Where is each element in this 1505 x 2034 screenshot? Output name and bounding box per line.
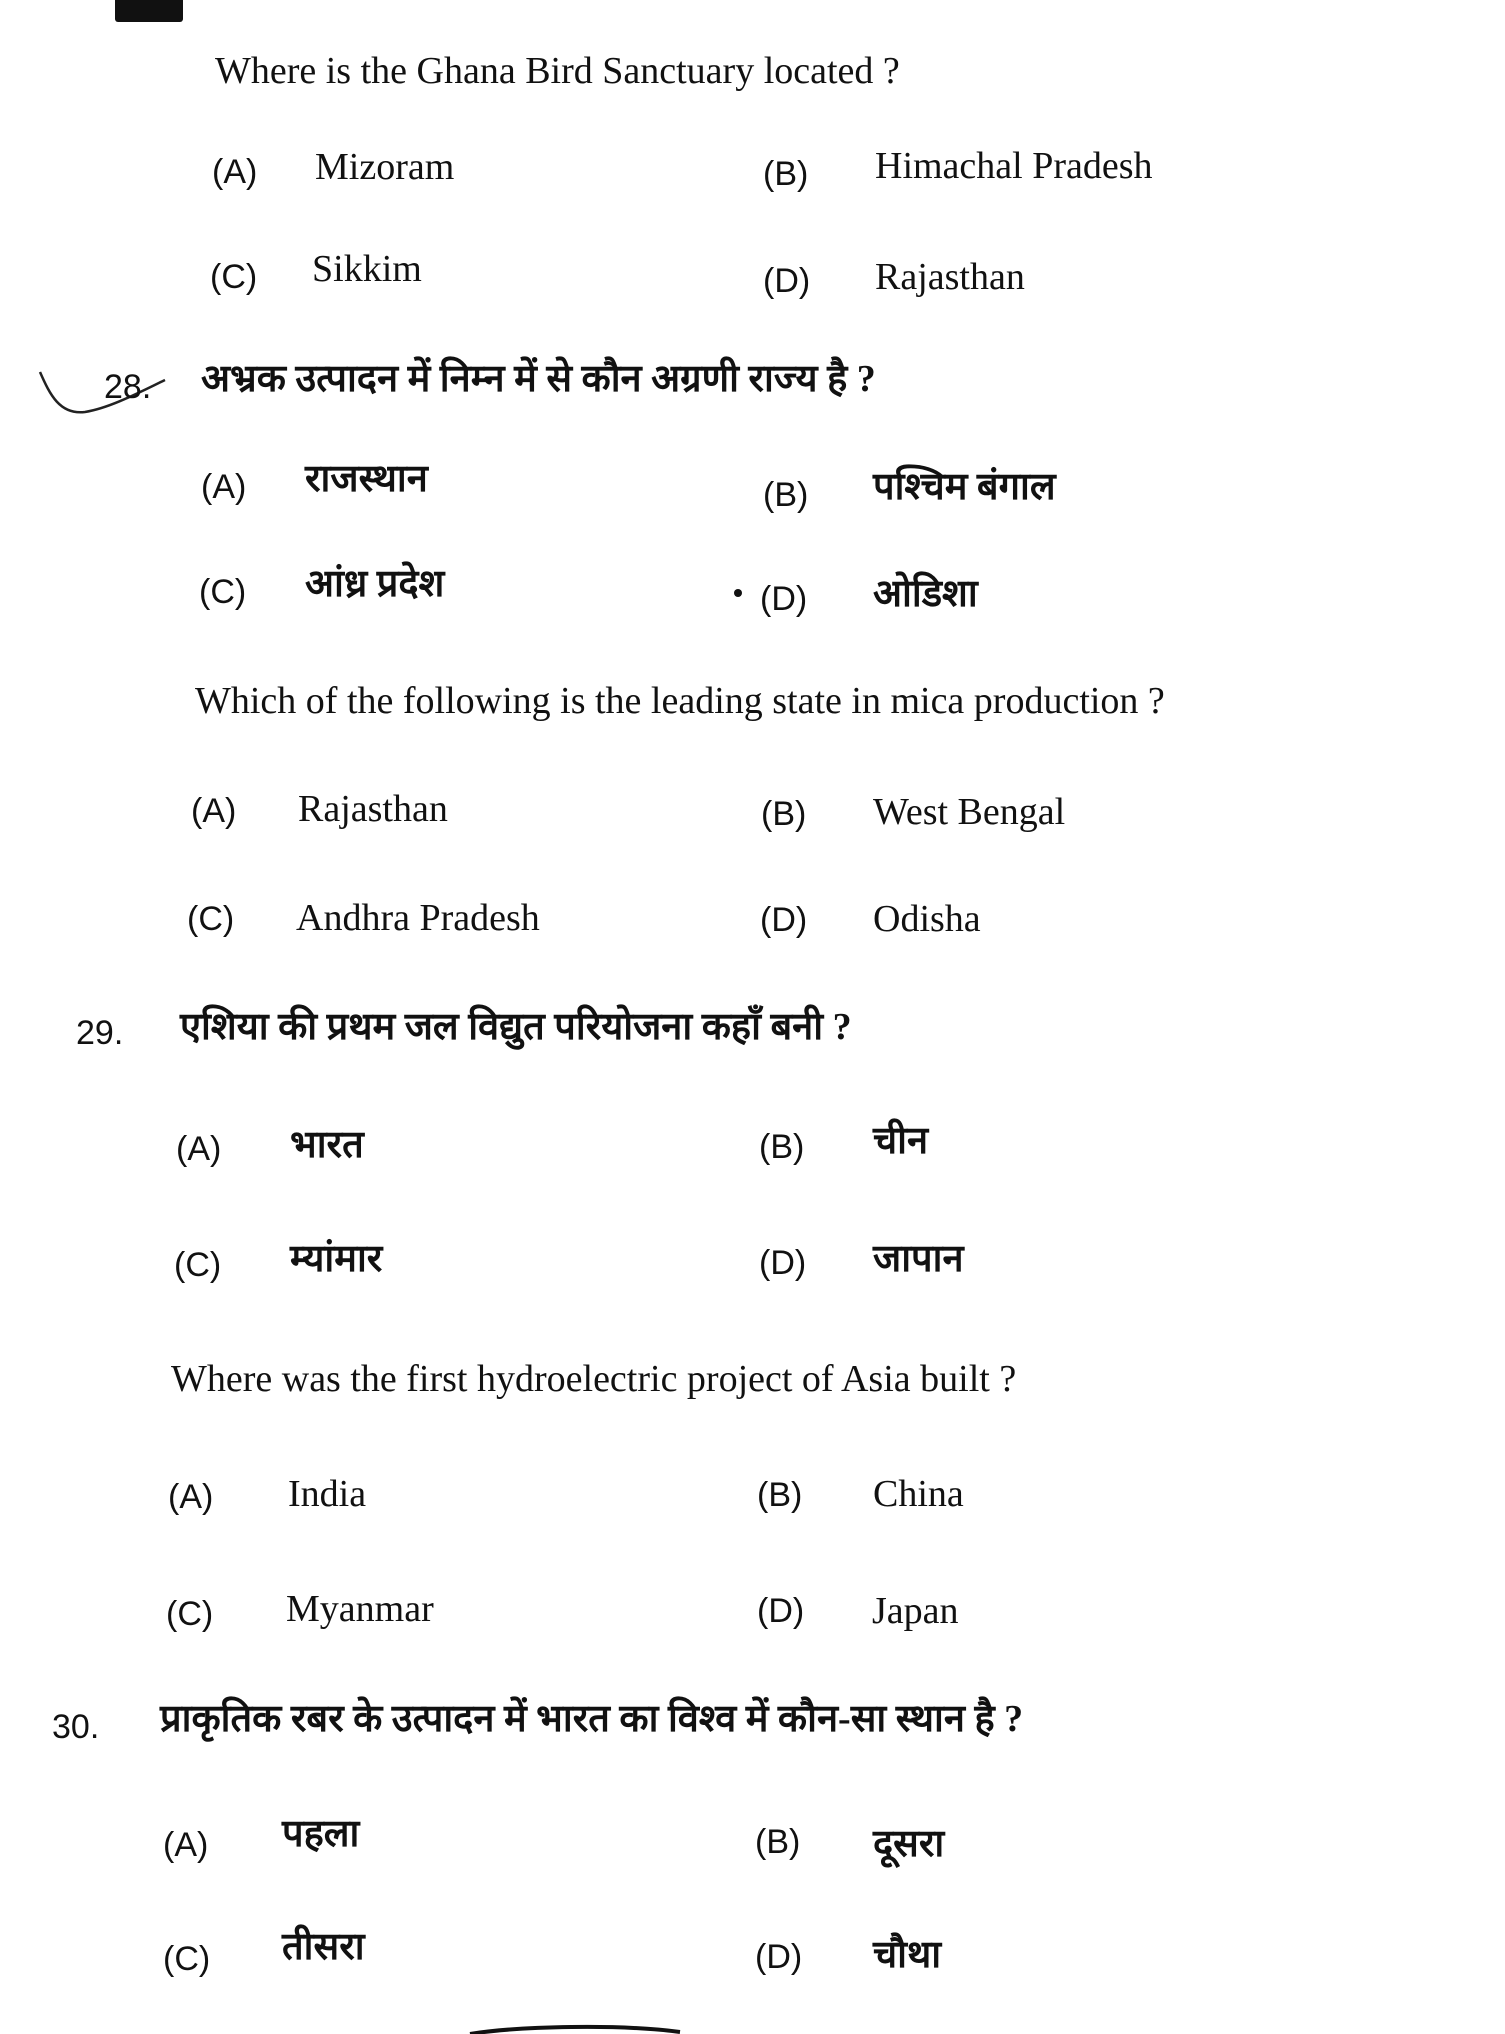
option-label: (A) bbox=[163, 1826, 209, 1864]
option-text: Himachal Pradesh bbox=[875, 145, 1153, 187]
option-text: ओडिशा bbox=[873, 573, 978, 615]
option-label: (B) bbox=[755, 1823, 801, 1861]
option-label: (A) bbox=[201, 468, 247, 506]
option-text: Sikkim bbox=[312, 248, 422, 290]
option-label: (B) bbox=[763, 155, 809, 193]
option-label: (A) bbox=[191, 792, 237, 830]
question-number: 29. bbox=[76, 1014, 124, 1052]
option-label: (C) bbox=[210, 258, 258, 296]
option-label: (C) bbox=[166, 1595, 214, 1633]
option-label: (C) bbox=[174, 1246, 222, 1284]
question-number: 28. bbox=[104, 368, 152, 406]
question-28-english: Which of the following is the leading state in mica production ? bbox=[195, 680, 1165, 722]
option-text: राजस्थान bbox=[305, 458, 428, 500]
option-text: Mizoram bbox=[315, 146, 455, 188]
option-label: (C) bbox=[199, 573, 247, 611]
option-label: (D) bbox=[759, 1244, 807, 1282]
option-label: (A) bbox=[212, 153, 258, 191]
option-label: (B) bbox=[757, 1476, 803, 1514]
option-text: भारत bbox=[290, 1124, 364, 1166]
option-text: West Bengal bbox=[873, 791, 1066, 833]
option-text: India bbox=[288, 1473, 367, 1515]
option-label: (D) bbox=[755, 1938, 803, 1976]
question-27-english: Where is the Ghana Bird Sanctuary located ? bbox=[215, 50, 900, 92]
option-label: (D) bbox=[760, 580, 808, 618]
option-text: Japan bbox=[872, 1590, 959, 1632]
bullet-mark bbox=[734, 589, 742, 597]
option-text: पहला bbox=[282, 1813, 360, 1855]
option-text: Andhra Pradesh bbox=[296, 897, 540, 939]
option-label: (C) bbox=[187, 900, 235, 938]
option-text: दूसरा bbox=[873, 1823, 945, 1865]
option-text: China bbox=[873, 1473, 964, 1515]
option-text: चौथा bbox=[873, 1934, 942, 1976]
question-28-hindi: अभ्रक उत्पादन में निम्न में से कौन अग्रणी राज्य है ? bbox=[201, 358, 876, 400]
question-29-hindi: एशिया की प्रथम जल विद्युत परियोजना कहाँ बनी ? bbox=[180, 1006, 852, 1048]
option-label: (C) bbox=[163, 1940, 211, 1978]
option-text: Rajasthan bbox=[298, 788, 448, 830]
question-29-english: Where was the first hydroelectric project of Asia built ? bbox=[171, 1358, 1017, 1400]
option-text: Odisha bbox=[873, 898, 981, 940]
question-30-hindi: प्राकृतिक रबर के उत्पादन में भारत का विश्व में कौन-सा स्थान है ? bbox=[160, 1698, 1024, 1740]
option-label: (D) bbox=[757, 1592, 805, 1630]
option-text: चीन bbox=[873, 1120, 929, 1162]
option-label: (B) bbox=[759, 1128, 805, 1166]
option-label: (A) bbox=[168, 1478, 214, 1516]
option-text: Myanmar bbox=[286, 1588, 434, 1630]
option-text: म्यांमार bbox=[290, 1238, 383, 1280]
option-label: (D) bbox=[763, 262, 811, 300]
option-label: (B) bbox=[763, 476, 809, 514]
question-number: 30. bbox=[52, 1708, 100, 1746]
option-label: (A) bbox=[176, 1130, 222, 1168]
option-label: (B) bbox=[761, 795, 807, 833]
option-text: पश्चिम बंगाल bbox=[873, 466, 1056, 508]
option-label: (D) bbox=[760, 901, 808, 939]
option-text: Rajasthan bbox=[875, 256, 1025, 298]
option-text: जापान bbox=[873, 1238, 964, 1280]
option-text: तीसरा bbox=[282, 1926, 365, 1968]
option-text: आंध्र प्रदेश bbox=[305, 563, 445, 605]
